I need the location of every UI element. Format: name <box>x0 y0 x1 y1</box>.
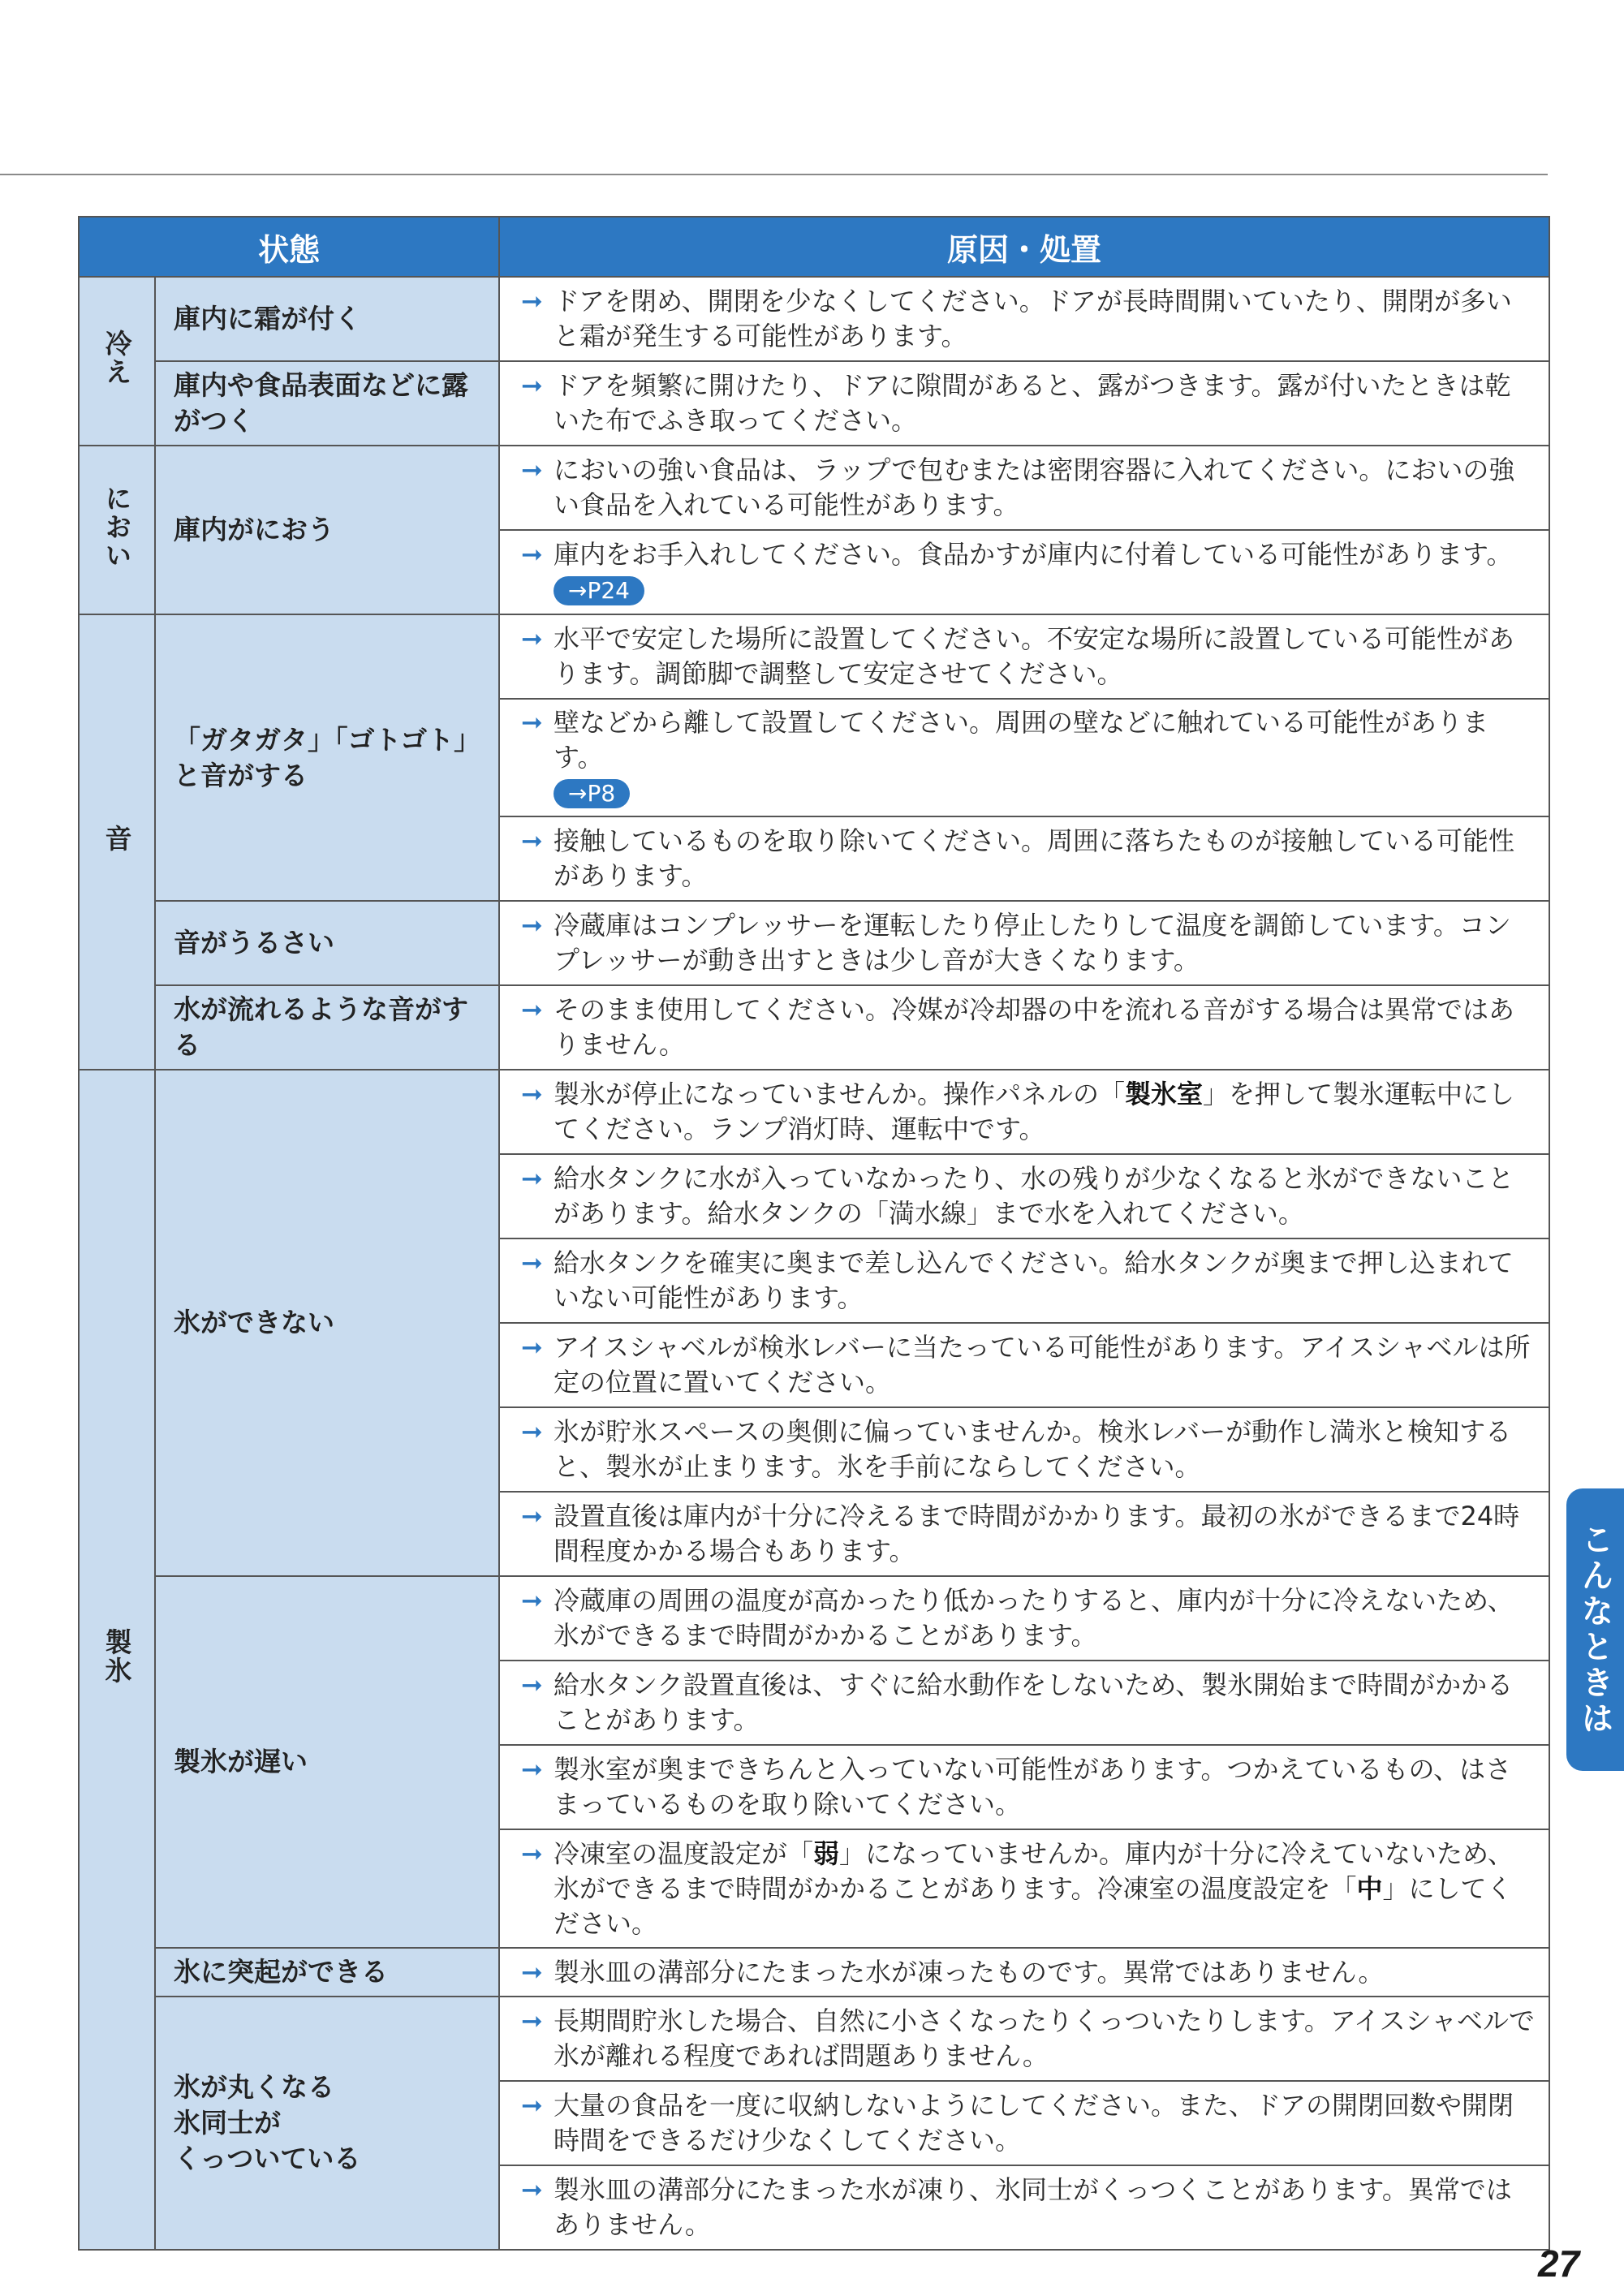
arrow-icon: ➞ <box>521 2005 543 2036</box>
arrow-icon: ➞ <box>521 1669 543 1700</box>
cause-item: ➞ 冷蔵庫の周囲の温度が高かったり低かったりすると、庫内が十分に冷えないため、氷ができるまで時間がかかることがあります。 <box>499 1576 1549 1661</box>
arrow-icon: ➞ <box>521 623 543 654</box>
state-rattle: 「ガタガタ」「ゴトゴト」と音がする <box>155 614 499 901</box>
side-tab-troubleshooting[interactable] <box>1566 1488 1624 1771</box>
cause-item: ➞ 冷蔵庫はコンプレッサーを運転したり停止したりして温度を調節しています。コンプレッサーが動き出すときは少し音が大きくなります。 <box>499 901 1549 985</box>
cause-item: ➞ ドアを頻繁に開けたり、ドアに隙間があると、露がつきます。露が付いたときは乾いた布でふき取ってください。 <box>499 361 1549 446</box>
page-ref-p24[interactable]: →P24 <box>554 576 644 605</box>
category-noise: 音 <box>79 614 155 1070</box>
arrow-icon: ➞ <box>521 1416 543 1447</box>
cause-item: ➞ そのまま使用してください。冷媒が冷却器の中を流れる音がする場合は異常ではありません。 <box>499 985 1549 1070</box>
cause-item: ➞ 水平で安定した場所に設置してください。不安定な場所に設置している可能性があります。調節脚で調整して安定させてください。 <box>499 614 1549 699</box>
cause-item: ➞ 製氷皿の溝部分にたまった水が凍ったものです。異常ではありません。 <box>499 1948 1549 1997</box>
arrow-icon: ➞ <box>521 1501 543 1531</box>
state-condensation: 庫内や食品表面などに露がつく <box>155 361 499 446</box>
header-state: 状態 <box>79 217 499 277</box>
cause-item: ➞ 大量の食品を一度に収納しないようにしてください。また、ドアの開閉回数や開閉時間をできるだけ少なくしてください。 <box>499 2081 1549 2165</box>
arrow-icon: ➞ <box>521 1332 543 1363</box>
cause-item: ➞ 製氷室が奥まできちんと入っていない可能性があります。つかえているもの、はさまっているものを取り除いてください。 <box>499 1745 1549 1829</box>
arrow-icon: ➞ <box>521 1247 543 1278</box>
cause-item: ➞ アイスシャベルが検氷レバーに当たっている可能性があります。アイスシャベルは所定の位置に置いてください。 <box>499 1323 1549 1407</box>
top-rule <box>0 174 1548 175</box>
category-ice-making: 製氷 <box>79 1070 155 2250</box>
page-number: 27 <box>1538 2242 1580 2285</box>
page-ref-p8[interactable]: →P8 <box>554 779 630 808</box>
state-smell: 庫内がにおう <box>155 446 499 614</box>
arrow-icon: ➞ <box>521 994 543 1025</box>
cause-item: ➞ 給水タンク設置直後は、すぐに給水動作をしないため、製氷開始まで時間がかかることがあります。 <box>499 1661 1549 1745</box>
arrow-icon: ➞ <box>521 286 543 317</box>
arrow-icon: ➞ <box>521 1754 543 1785</box>
arrow-icon: ➞ <box>521 2174 543 2205</box>
arrow-icon: ➞ <box>521 370 543 401</box>
state-frost: 庫内に霜が付く <box>155 277 499 361</box>
cause-item: ➞ 製氷皿の溝部分にたまった水が凍り、氷同士がくっつくことがあります。異常ではありません。 <box>499 2165 1549 2250</box>
cause-item: ➞ 給水タンクに水が入っていなかったり、水の残りが少なくなると氷ができないことがあります。給水タンクの「満水線」まで水を入れてください。 <box>499 1154 1549 1238</box>
troubleshooting-table <box>78 216 1550 2251</box>
category-odor: におい <box>79 446 155 614</box>
arrow-icon: ➞ <box>521 454 543 485</box>
side-tab-label: こんなときは <box>1576 1523 1613 1737</box>
cause-item: ➞ 設置直後は庫内が十分に冷えるまで時間がかかります。最初の氷ができるまで24時間程度かかる場合もあります。 <box>499 1492 1549 1576</box>
arrow-icon: ➞ <box>521 2090 543 2121</box>
arrow-icon: ➞ <box>521 707 543 738</box>
state-no-ice: 氷ができない <box>155 1070 499 1576</box>
cause-item: ➞ 壁などから離して設置してください。周囲の壁などに触れている可能性があります。 →P8 <box>499 699 1549 816</box>
cause-item: ➞ においの強い食品は、ラップで包むまたは密閉容器に入れてください。においの強い食品を入れている可能性があります。 <box>499 446 1549 530</box>
arrow-icon: ➞ <box>521 1837 543 1869</box>
arrow-icon: ➞ <box>521 1079 543 1109</box>
state-ice-bumps: 氷に突起ができる <box>155 1948 499 1997</box>
state-water-sound: 水が流れるような音がする <box>155 985 499 1070</box>
arrow-icon: ➞ <box>521 1585 543 1616</box>
cause-item: ➞ 氷が貯氷スペースの奥側に偏っていませんか。検氷レバーが動作し満氷と検知すると、製氷が止まります。氷を手前にならしてください。 <box>499 1407 1549 1492</box>
cause-item: ➞ 冷凍室の温度設定が「弱」になっていませんか。庫内が十分に冷えていないため、氷ができるまで時間がかかることがあります。冷凍室の温度設定を「中」にしてください。 <box>499 1829 1549 1948</box>
cause-item: ➞ 製氷が停止になっていませんか。操作パネルの「製氷室」を押して製氷運転中にしてください。ランプ消灯時、運転中です。 <box>499 1070 1549 1154</box>
cause-item: ➞ 給水タンクを確実に奥まで差し込んでください。給水タンクが奥まで押し込まれていない可能性があります。 <box>499 1238 1549 1323</box>
arrow-icon: ➞ <box>521 1956 543 1988</box>
arrow-icon: ➞ <box>521 539 543 570</box>
arrow-icon: ➞ <box>521 910 543 941</box>
state-slow-ice: 製氷が遅い <box>155 1576 499 1948</box>
arrow-icon: ➞ <box>521 1163 543 1194</box>
cause-item: ➞ 庫内をお手入れしてください。食品かすが庫内に付着している可能性があります。 →P24 <box>499 530 1549 614</box>
cause-item: ➞ ドアを閉め、開閉を少なくしてください。ドアが長時間開いていたり、開閉が多いと霜が発生する可能性があります。 <box>499 277 1549 361</box>
category-cooling: 冷え <box>79 277 155 446</box>
state-loud: 音がうるさい <box>155 901 499 985</box>
cause-item: ➞ 接触しているものを取り除いてください。周囲に落ちたものが接触している可能性があります。 <box>499 816 1549 901</box>
arrow-icon: ➞ <box>521 825 543 856</box>
header-cause: 原因・処置 <box>499 217 1549 277</box>
state-ice-round: 氷が丸くなる 氷同士が くっついている <box>155 1997 499 2250</box>
cause-item: ➞ 長期間貯氷した場合、自然に小さくなったりくっついたりします。アイスシャベルで氷が離れる程度であれば問題ありません。 <box>499 1997 1549 2081</box>
